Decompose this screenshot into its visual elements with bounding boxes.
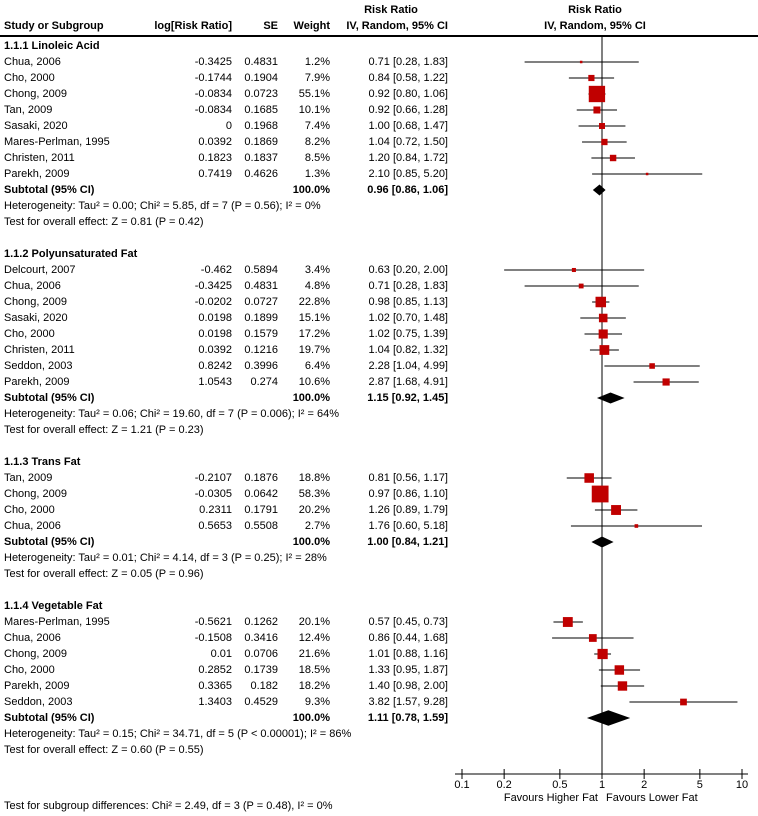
study-name: Seddon, 2003 xyxy=(4,360,73,372)
subtotal-label: Subtotal (95% CI) xyxy=(4,712,95,724)
log-risk-ratio-value: -0.1744 xyxy=(194,72,232,84)
study-name: Chong, 2009 xyxy=(4,88,67,100)
se-value: 0.1869 xyxy=(244,136,278,148)
effect-estimate-marker xyxy=(601,139,607,145)
se-value: 0.3996 xyxy=(244,360,278,372)
study-name: Cho, 2000 xyxy=(4,504,55,516)
favours-left-label: Favours Higher Fat xyxy=(503,792,598,804)
log-risk-ratio-value: 0.0198 xyxy=(198,312,232,324)
study-name: Cho, 2000 xyxy=(4,664,55,676)
study-name: Chong, 2009 xyxy=(4,648,67,660)
ci-text-value: 0.86 [0.44, 1.68] xyxy=(368,632,448,644)
heterogeneity-text: Heterogeneity: Tau² = 0.01; Chi² = 4.14, df = 3 (P = 0.25); I² = 28% xyxy=(4,552,327,564)
weight-value: 17.2% xyxy=(298,328,330,340)
effect-estimate-marker xyxy=(680,699,687,706)
subtotal-diamond xyxy=(587,710,630,726)
log-risk-ratio-value: 0.0392 xyxy=(198,344,232,356)
subtotal-weight: 100.0% xyxy=(292,536,330,548)
ci-text-value: 0.92 [0.80, 1.06] xyxy=(368,88,448,100)
effect-estimate-marker xyxy=(599,123,605,129)
subtotal-label: Subtotal (95% CI) xyxy=(4,536,95,548)
log-risk-ratio-value: -0.1508 xyxy=(194,632,232,644)
subtotal-weight: 100.0% xyxy=(292,712,330,724)
effect-estimate-marker xyxy=(599,314,608,323)
log-risk-ratio-value: -0.2107 xyxy=(194,472,232,484)
study-name: Tan, 2009 xyxy=(4,472,53,484)
se-value: 0.3416 xyxy=(244,632,278,644)
weight-value: 7.4% xyxy=(304,120,330,132)
study-name: Mares-Perlman, 1995 xyxy=(4,616,110,628)
subtotal-diamond xyxy=(593,185,606,196)
log-risk-ratio-value: 0.0198 xyxy=(198,328,232,340)
subtotal-ci-text: 1.11 [0.78, 1.59] xyxy=(367,712,448,724)
effect-estimate-marker xyxy=(593,107,600,114)
column-header-weight: Weight xyxy=(293,20,330,32)
se-value: 0.0723 xyxy=(244,88,278,100)
ci-text-value: 0.97 [0.86, 1.10] xyxy=(368,488,448,500)
weight-value: 20.2% xyxy=(298,504,330,516)
weight-value: 8.5% xyxy=(304,152,330,164)
weight-value: 3.4% xyxy=(304,264,330,276)
log-risk-ratio-value: 1.3403 xyxy=(198,696,232,708)
ci-text-value: 3.82 [1.57, 9.28] xyxy=(368,696,448,708)
ci-text-value: 0.98 [0.85, 1.13] xyxy=(368,296,448,308)
ci-text-value: 0.71 [0.28, 1.83] xyxy=(368,280,448,292)
log-risk-ratio-value: -0.0834 xyxy=(194,104,232,116)
subtotal-ci-text: 0.96 [0.86, 1.06] xyxy=(367,184,448,196)
ci-text-value: 1.01 [0.88, 1.16] xyxy=(368,648,448,660)
ci-text-value: 0.63 [0.20, 2.00] xyxy=(368,264,448,276)
se-value: 0.1899 xyxy=(244,312,278,324)
log-risk-ratio-value: -0.0202 xyxy=(194,296,232,308)
subtotal-diamond xyxy=(597,393,625,404)
effect-estimate-marker xyxy=(618,681,627,690)
effect-estimate-marker xyxy=(597,649,607,659)
weight-value: 58.3% xyxy=(298,488,330,500)
study-name: Parekh, 2009 xyxy=(4,376,70,388)
effect-estimate-marker xyxy=(584,473,594,483)
weight-value: 22.8% xyxy=(298,296,330,308)
weight-value: 18.2% xyxy=(298,680,330,692)
log-risk-ratio-value: 0.8242 xyxy=(198,360,232,372)
study-name: Christen, 2011 xyxy=(4,152,75,164)
study-name: Delcourt, 2007 xyxy=(4,264,76,276)
x-axis-tick-label: 1 xyxy=(598,779,606,791)
study-name: Parekh, 2009 xyxy=(4,680,70,692)
study-name: Chua, 2006 xyxy=(4,632,61,644)
ci-text-value: 0.57 [0.45, 0.73] xyxy=(368,616,448,628)
study-name: Chong, 2009 xyxy=(4,296,67,308)
study-name: Sasaki, 2020 xyxy=(4,120,68,132)
log-risk-ratio-value: 1.0543 xyxy=(198,376,232,388)
study-name: Chua, 2006 xyxy=(4,520,61,532)
plot-effect-measure-header: Risk Ratio xyxy=(568,4,622,16)
subtotal-ci-text: 1.15 [0.92, 1.45] xyxy=(367,392,448,404)
subtotal-label: Subtotal (95% CI) xyxy=(4,392,95,404)
effect-estimate-marker xyxy=(663,378,670,385)
section-title: 1.1.1 Linoleic Acid xyxy=(4,40,100,52)
se-value: 0.1739 xyxy=(244,664,278,676)
log-risk-ratio-value: 0.01 xyxy=(210,648,232,660)
se-value: 0.1904 xyxy=(244,72,278,84)
x-axis-tick-label: 0.1 xyxy=(454,779,470,791)
study-name: Cho, 2000 xyxy=(4,72,55,84)
log-risk-ratio-value: 0.1823 xyxy=(198,152,232,164)
subtotal-weight: 100.0% xyxy=(292,392,330,404)
se-value: 0.1968 xyxy=(244,120,278,132)
log-risk-ratio-value: -0.0305 xyxy=(194,488,232,500)
effect-estimate-marker xyxy=(635,524,639,528)
log-risk-ratio-value: 0 xyxy=(225,120,232,132)
log-risk-ratio-value: 0.0392 xyxy=(198,136,232,148)
study-name: Tan, 2009 xyxy=(4,104,53,116)
ci-text-value: 1.33 [0.95, 1.87] xyxy=(368,664,448,676)
study-name: Parekh, 2009 xyxy=(4,168,70,180)
se-value: 0.4831 xyxy=(244,56,278,68)
effect-estimate-marker xyxy=(592,486,609,503)
effect-estimate-marker xyxy=(615,665,624,674)
se-value: 0.274 xyxy=(250,376,278,388)
plot-ci-method-header: IV, Random, 95% CI xyxy=(544,20,646,32)
ci-text-value: 0.84 [0.58, 1.22] xyxy=(368,72,448,84)
log-risk-ratio-value: 0.7419 xyxy=(198,168,232,180)
subtotal-diamond xyxy=(591,537,613,548)
ci-text-value: 1.04 [0.72, 1.50] xyxy=(368,136,448,148)
log-risk-ratio-value: -0.462 xyxy=(200,264,232,276)
overall-effect-text: Test for overall effect: Z = 0.05 (P = 0.96) xyxy=(4,568,204,580)
overall-effect-text: Test for overall effect: Z = 1.21 (P = 0.23) xyxy=(4,424,204,436)
effect-estimate-marker xyxy=(589,86,605,102)
se-value: 0.1791 xyxy=(244,504,278,516)
se-value: 0.1262 xyxy=(244,616,278,628)
effect-estimate-marker xyxy=(589,634,597,642)
study-name: Sasaki, 2020 xyxy=(4,312,68,324)
effect-estimate-marker xyxy=(580,61,583,64)
section-title: 1.1.2 Polyunsaturated Fat xyxy=(4,248,138,260)
ci-text-value: 1.40 [0.98, 2.00] xyxy=(368,680,448,692)
weight-value: 19.7% xyxy=(298,344,330,356)
effect-estimate-marker xyxy=(646,173,649,176)
log-risk-ratio-value: 0.2852 xyxy=(198,664,232,676)
effect-estimate-marker xyxy=(596,297,607,308)
study-name: Cho, 2000 xyxy=(4,328,55,340)
weight-value: 15.1% xyxy=(298,312,330,324)
ci-text-value: 1.20 [0.84, 1.72] xyxy=(368,152,448,164)
effect-estimate-marker xyxy=(563,617,573,627)
effect-estimate-marker xyxy=(588,75,594,81)
effect-estimate-marker xyxy=(610,155,616,161)
x-axis-tick-label: 0.2 xyxy=(496,779,512,791)
heterogeneity-text: Heterogeneity: Tau² = 0.06; Chi² = 19.60, df = 7 (P = 0.006); I² = 64% xyxy=(4,408,339,420)
log-risk-ratio-value: -0.5621 xyxy=(194,616,232,628)
x-axis-tick-label: 5 xyxy=(696,779,703,791)
log-risk-ratio-value: -0.3425 xyxy=(194,56,232,68)
log-risk-ratio-value: -0.3425 xyxy=(194,280,232,292)
favours-right-label: Favours Lower Fat xyxy=(606,792,698,804)
x-axis-tick-label: 0.5 xyxy=(552,779,568,791)
effect-estimate-marker xyxy=(572,268,576,272)
se-value: 0.1876 xyxy=(244,472,278,484)
heterogeneity-text: Heterogeneity: Tau² = 0.15; Chi² = 34.71, df = 5 (P < 0.00001); I² = 86% xyxy=(4,728,352,740)
weight-value: 18.8% xyxy=(298,472,330,484)
effect-estimate-marker xyxy=(611,505,621,515)
column-header-log-risk-ratio: log[Risk Ratio] xyxy=(154,20,232,32)
weight-value: 4.8% xyxy=(304,280,330,292)
weight-value: 8.2% xyxy=(304,136,330,148)
overall-effect-text: Test for overall effect: Z = 0.81 (P = 0.42) xyxy=(4,216,204,228)
weight-value: 1.3% xyxy=(304,168,330,180)
log-risk-ratio-value: -0.0834 xyxy=(194,88,232,100)
heterogeneity-text: Heterogeneity: Tau² = 0.00; Chi² = 5.85, df = 7 (P = 0.56); I² = 0% xyxy=(4,200,321,212)
study-name: Christen, 2011 xyxy=(4,344,75,356)
x-axis-tick-label: 2 xyxy=(641,779,648,791)
ci-text-value: 2.87 [1.68, 4.91] xyxy=(368,376,448,388)
log-risk-ratio-value: 0.5653 xyxy=(198,520,232,532)
subtotal-label: Subtotal (95% CI) xyxy=(4,184,95,196)
section-title: 1.1.3 Trans Fat xyxy=(4,456,81,468)
weight-value: 10.6% xyxy=(298,376,330,388)
se-value: 0.1685 xyxy=(244,104,278,116)
subtotal-weight: 100.0% xyxy=(292,184,330,196)
weight-value: 1.2% xyxy=(304,56,330,68)
ci-text-value: 0.81 [0.56, 1.17] xyxy=(368,472,448,484)
weight-value: 21.6% xyxy=(298,648,330,660)
study-name: Mares-Perlman, 1995 xyxy=(4,136,110,148)
x-axis-tick-label: 10 xyxy=(735,779,749,791)
effect-estimate-marker xyxy=(579,284,584,289)
se-value: 0.0727 xyxy=(244,296,278,308)
column-header-ci-method: IV, Random, 95% CI xyxy=(346,20,448,32)
section-title: 1.1.4 Vegetable Fat xyxy=(4,600,103,612)
se-value: 0.0706 xyxy=(244,648,278,660)
ci-text-value: 1.04 [0.82, 1.32] xyxy=(368,344,448,356)
subtotal-ci-text: 1.00 [0.84, 1.21] xyxy=(367,536,448,548)
se-value: 0.5508 xyxy=(244,520,278,532)
se-value: 0.4831 xyxy=(244,280,278,292)
ci-text-value: 1.76 [0.60, 5.18] xyxy=(368,520,448,532)
effect-estimate-marker xyxy=(649,363,655,369)
subgroup-differences-text: Test for subgroup differences: Chi² = 2.49, df = 3 (P = 0.48), I² = 0% xyxy=(4,800,333,812)
ci-text-value: 2.28 [1.04, 4.99] xyxy=(368,360,448,372)
weight-value: 12.4% xyxy=(298,632,330,644)
log-risk-ratio-value: 0.3365 xyxy=(198,680,232,692)
study-name: Chua, 2006 xyxy=(4,56,61,68)
column-header-study: Study or Subgroup xyxy=(4,20,104,32)
weight-value: 9.3% xyxy=(304,696,330,708)
study-name: Chua, 2006 xyxy=(4,280,61,292)
weight-value: 18.5% xyxy=(298,664,330,676)
ci-text-value: 1.00 [0.68, 1.47] xyxy=(368,120,448,132)
study-name: Chong, 2009 xyxy=(4,488,67,500)
effect-estimate-marker xyxy=(600,345,610,355)
ci-text-value: 2.10 [0.85, 5.20] xyxy=(368,168,448,180)
weight-value: 55.1% xyxy=(298,88,330,100)
table-effect-measure-header: Risk Ratio xyxy=(364,4,418,16)
study-name: Seddon, 2003 xyxy=(4,696,73,708)
ci-text-value: 0.92 [0.66, 1.28] xyxy=(368,104,448,116)
se-value: 0.1837 xyxy=(244,152,278,164)
weight-value: 10.1% xyxy=(298,104,330,116)
ci-text-value: 0.71 [0.28, 1.83] xyxy=(368,56,448,68)
ci-text-value: 1.02 [0.75, 1.39] xyxy=(368,328,448,340)
weight-value: 7.9% xyxy=(304,72,330,84)
se-value: 0.1579 xyxy=(244,328,278,340)
overall-effect-text: Test for overall effect: Z = 0.60 (P = 0.55) xyxy=(4,744,204,756)
column-header-se: SE xyxy=(263,20,278,32)
se-value: 0.4529 xyxy=(244,696,278,708)
weight-value: 20.1% xyxy=(298,616,330,628)
se-value: 0.5894 xyxy=(244,264,278,276)
effect-estimate-marker xyxy=(599,329,608,338)
se-value: 0.1216 xyxy=(244,344,278,356)
se-value: 0.4626 xyxy=(244,168,278,180)
weight-value: 6.4% xyxy=(304,360,330,372)
weight-value: 2.7% xyxy=(304,520,330,532)
se-value: 0.0642 xyxy=(244,488,278,500)
ci-text-value: 1.26 [0.89, 1.79] xyxy=(368,504,448,516)
log-risk-ratio-value: 0.2311 xyxy=(199,504,232,516)
se-value: 0.182 xyxy=(250,680,278,692)
ci-text-value: 1.02 [0.70, 1.48] xyxy=(368,312,448,324)
